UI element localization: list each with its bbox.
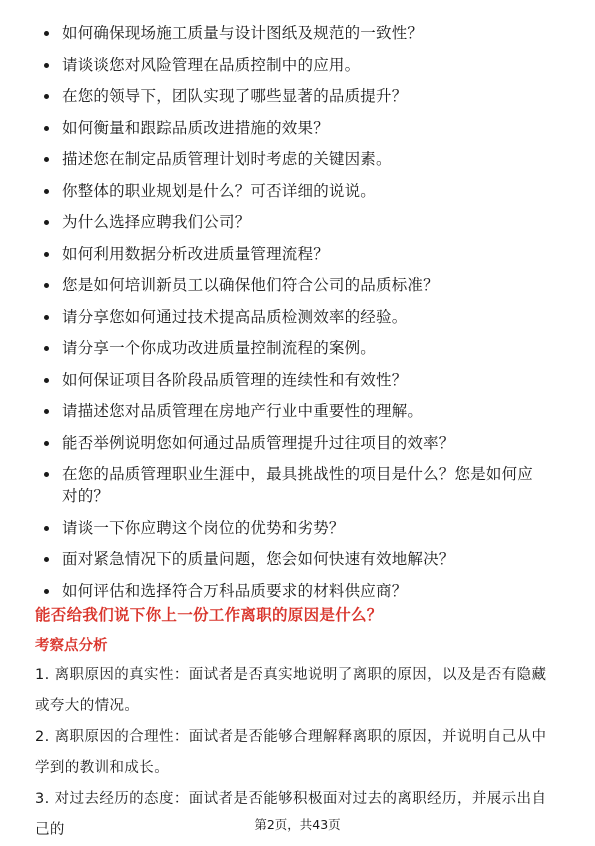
bullet-dot-icon [44,409,49,414]
bullet-dot-icon [44,441,49,446]
question-item [44,117,544,139]
section-heading: 能否给我们说下你上一份工作离职的原因是什么？ [35,606,383,624]
bullet-dot-icon [44,126,49,131]
question-item [44,180,544,202]
question-text: 您是如何培训新员工以确保他们符合公司的品质标准？ [62,276,439,294]
question-text: 请谈一下你应聘这个岗位的优势和劣势？ [62,518,345,537]
analysis-subheading: 考察点分析 [35,638,108,654]
question-item [44,369,544,391]
question-item [44,306,544,328]
question-text: 能否举例说明您如何通过品质管理提升过往项目的效率？ [62,433,455,452]
question-item [44,580,544,602]
question-text: 描述您在制定品质管理计划时考虑的关键因素。 [62,150,392,168]
question-item [44,243,544,265]
bullet-dot-icon [44,63,49,68]
question-list [44,22,544,611]
bullet-dot-icon [44,346,49,351]
question-text: 在您的领导下，团队实现了哪些显著的品质提升？ [62,87,408,105]
question-text: 如何利用数据分析改进质量管理流程？ [62,244,329,263]
question-text: 为什么选择应聘我们公司？ [62,213,251,231]
question-text: 如何衡量和跟踪品质改进措施的效果？ [62,118,329,137]
bullet-dot-icon [44,31,49,36]
bullet-dot-icon [44,589,49,594]
bullet-dot-icon [44,220,49,225]
analysis-point: 3. 对过去经历的态度：面试者是否能够积极面对过去的离职经历，并展示出自己的 [35,791,547,838]
bullet-dot-icon [44,94,49,99]
bullet-dot-icon [44,557,49,562]
page-number: 第2页，共43页 [254,817,341,832]
bullet-dot-icon [44,526,49,531]
question-item [44,337,544,359]
bullet-dot-icon [44,378,49,383]
question-text: 请谈谈您对风险管理在品质控制中的应用。 [62,55,361,74]
bullet-dot-icon [44,315,49,320]
question-item [44,274,544,296]
question-item [44,432,544,454]
question-text: 在您的品质管理职业生涯中，最具挑战性的项目是什么？您是如何应对的？ [62,465,534,505]
bullet-dot-icon [44,252,49,257]
bullet-dot-icon [44,189,49,194]
bullet-dot-icon [44,157,49,162]
question-text: 请描述您对品质管理在房地产行业中重要性的理解。 [62,402,424,420]
question-item [44,54,544,76]
question-item [44,211,544,233]
question-item [44,148,544,170]
question-text: 如何确保现场施工质量与设计图纸及规范的一致性？ [62,24,424,42]
analysis-point: 1. 离职原因的真实性：面试者是否真实地说明了离职的原因，以及是否有隐藏或夸大的情况。 [35,667,547,714]
question-item [44,400,544,422]
question-text: 如何保证项目各阶段品质管理的连续性和有效性？ [62,370,408,389]
question-text: 你整体的职业规划是什么？可否详细的说说。 [62,181,377,200]
analysis-point: 2. 离职原因的合理性：面试者是否能够合理解释离职的原因，并说明自己从中学到的教训和成长。 [35,729,547,776]
question-text: 面对紧急情况下的质量问题，您会如何快速有效地解决？ [62,550,455,568]
question-item [44,85,544,107]
question-text: 请分享您如何通过技术提高品质检测效率的经验。 [62,307,408,326]
question-item [44,548,544,570]
question-item [44,22,544,44]
bullet-dot-icon [44,283,49,288]
bullet-dot-icon [44,472,49,477]
question-text: 如何评估和选择符合万科品质要求的材料供应商？ [62,581,408,600]
question-text: 请分享一个你成功改进质量控制流程的案例。 [62,339,377,357]
question-item [44,517,544,539]
question-item [44,463,544,507]
